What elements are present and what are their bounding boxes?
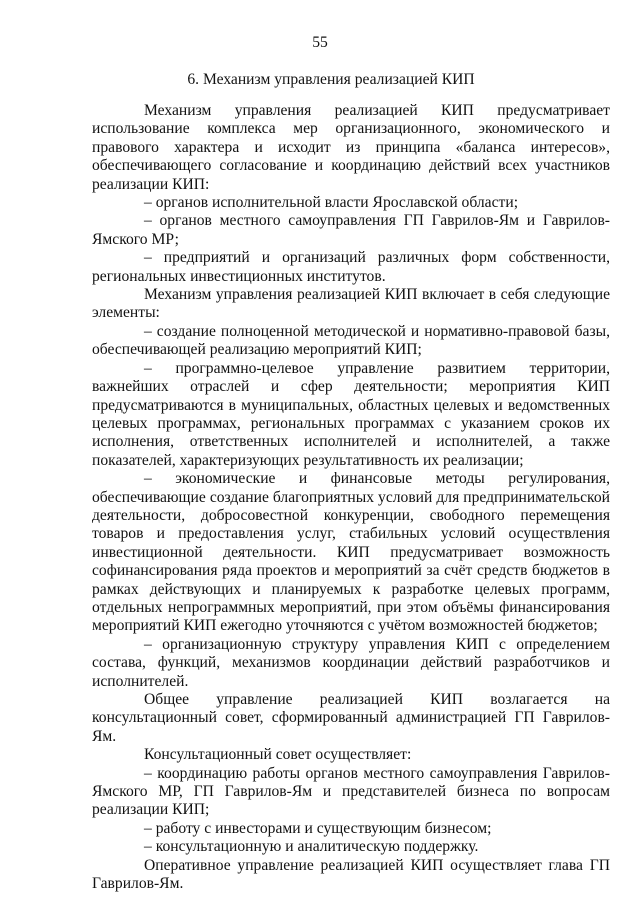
list-item: – экономические и финансовые методы регулирования, обеспечивающие создание благоприятных условий для предпринимательской деятельности, добросовестной конкуренции, свободного перемещения товаров и предоставления услуг, стабильных условий осуществления инвестиционной деятельности. КИП предусматривает возможность софинансирования ряда проектов и мероприятий за счёт средств бюджетов в рамках действующих и планируемых к разработке целевых программ, отдельных непрограммных мероприятий, при этом объёмы финансирования мероприятий КИП ежегодно уточняются с учётом возможностей бюджетов;	[92, 470, 610, 635]
page-number: 55	[312, 34, 328, 51]
list-item: – органов исполнительной власти Ярославской области;	[144, 194, 519, 212]
list-item: – работу с инвесторами и существующим бизнесом;	[144, 819, 492, 837]
list-item: – органов местного самоуправления ГП Гаврилов-Ям и Гаврилов-Ямского МР;	[92, 212, 610, 248]
section-heading: 6. Механизм управления реализацией КИП	[187, 71, 475, 88]
list-item: – координацию работы органов местного самоуправления Гаврилов-Ямского МР, ГП Гаврилов-Ям и представителей бизнеса по вопросам реализации КИП;	[92, 764, 610, 819]
body-text	[92, 102, 610, 893]
paragraph: Консультационный совет осуществляет:	[144, 746, 412, 764]
list-item: – предприятий и организаций различных форм собственности, региональных инвестиционных институтов.	[92, 249, 610, 285]
paragraph: Механизм управления реализацией КИП предусматривает использование комплекса мер организационного, экономического и правового характера и исходит из принципа «баланса интересов», обеспечивающего согласование и координацию действий всех участников реализации КИП:	[92, 102, 610, 193]
paragraph: Общее управление реализацией КИП возлагается на консультационный совет, сформированный администрацией ГП Гаврилов-Ям.	[92, 691, 610, 745]
list-item: – организационную структуру управления КИП с определением состава, функций, механизмов координации действий разработчиков и исполнителей.	[92, 635, 610, 690]
paragraph: Механизм управления реализацией КИП включает в себя следующие элементы:	[92, 286, 610, 322]
list-item: – создание полноценной методической и нормативно-правовой базы, обеспечивающей реализацию мероприятий КИП;	[92, 322, 610, 359]
paragraph: Оперативное управление реализацией КИП осуществляет глава ГП Гаврилов-Ям.	[92, 856, 610, 893]
list-item: – программно-целевое управление развитием территории, важнейших отраслей и сфер деятельности; мероприятия КИП предусматриваются в муниципальных, областных целевых и ведомственных целевых программах, региональных программах с указанием сроков их исполнения, ответственных исполнителей и исполнителей, а также показателей, характеризующих результативность их реализации;	[92, 359, 610, 469]
list-item: – консультационную и аналитическую поддержку.	[144, 838, 479, 856]
